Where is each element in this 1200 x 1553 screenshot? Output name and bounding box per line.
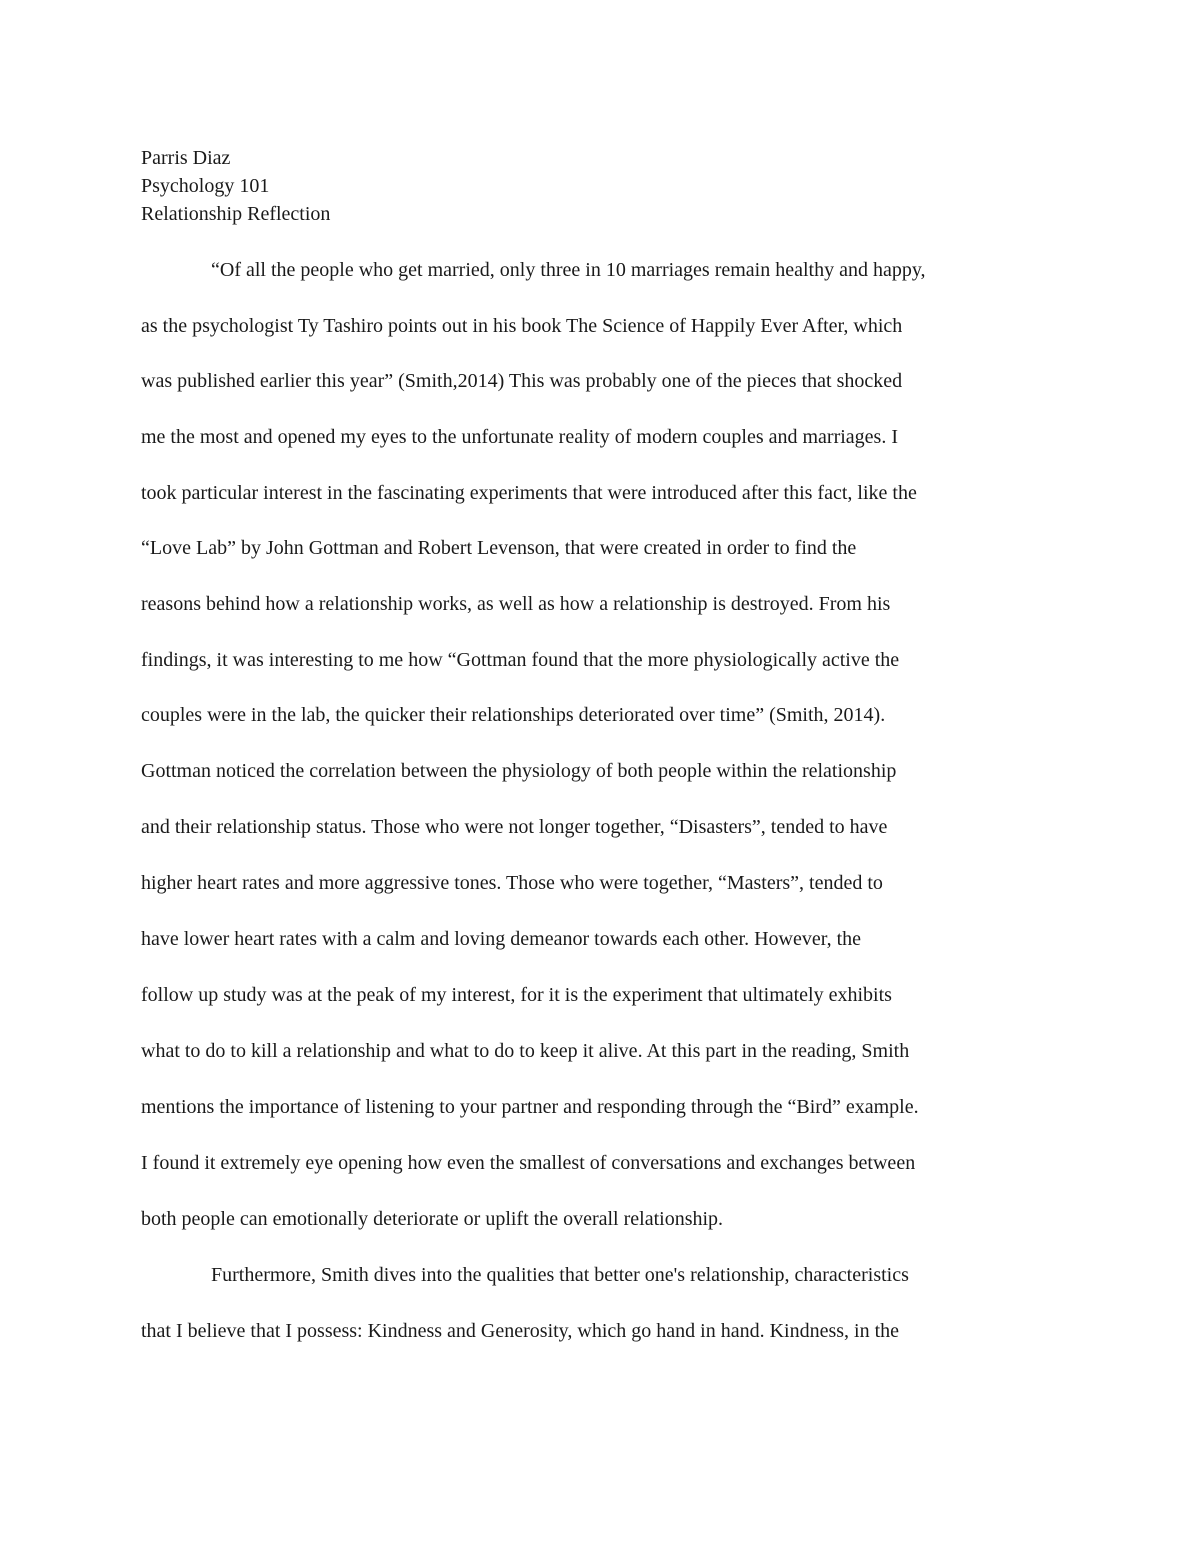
body-line: both people can emotionally deteriorate or uplift the overall relationship. [141,1208,724,1230]
body-line: I found it extremely eye opening how even the smallest of conversations and exchanges between [141,1152,916,1174]
body-line: Furthermore, Smith dives into the qualities that better one's relationship, characteristics [211,1264,909,1286]
body-line: Gottman noticed the correlation between the physiology of both people within the relationship [141,760,897,782]
body-line: findings, it was interesting to me how “Gottman found that the more physiologically active the [141,649,900,671]
body-line: as the psychologist Ty Tashiro points out in his book The Science of Happily Ever After, which [141,315,903,337]
body-line: what to do to kill a relationship and what to do to keep it alive. At this part in the reading, Smith [141,1040,910,1062]
body-line: that I believe that I possess: Kindness and Generosity, which go hand in hand. Kindness, in the [141,1320,900,1342]
body-line: mentions the importance of listening to your partner and responding through the “Bird” example. [141,1096,919,1118]
body-line: higher heart rates and more aggressive tones. Those who were together, “Masters”, tended to [141,872,883,894]
body-line: took particular interest in the fascinating experiments that were introduced after this fact, like the [141,482,917,504]
course-name: Psychology 101 [141,175,270,197]
body-line: was published earlier this year” (Smith,2014) This was probably one of the pieces that shocked [141,370,903,392]
body-line: have lower heart rates with a calm and loving demeanor towards each other. However, the [141,928,862,950]
body-line: “Love Lab” by John Gottman and Robert Levenson, that were created in order to find the [141,537,857,559]
document-title: Relationship Reflection [141,203,331,225]
body-line: “Of all the people who get married, only three in 10 marriages remain healthy and happy, [211,259,926,281]
body-line: and their relationship status. Those who were not longer together, “Disasters”, tended to have [141,816,888,838]
author-name: Parris Diaz [141,147,231,169]
body-line: follow up study was at the peak of my interest, for it is the experiment that ultimately exhibits [141,984,892,1006]
body-line: me the most and opened my eyes to the unfortunate reality of modern couples and marriages. I [141,426,898,448]
body-line: reasons behind how a relationship works, as well as how a relationship is destroyed. From his [141,593,891,615]
body-line: couples were in the lab, the quicker their relationships deteriorated over time” (Smith, 2014). [141,704,886,726]
